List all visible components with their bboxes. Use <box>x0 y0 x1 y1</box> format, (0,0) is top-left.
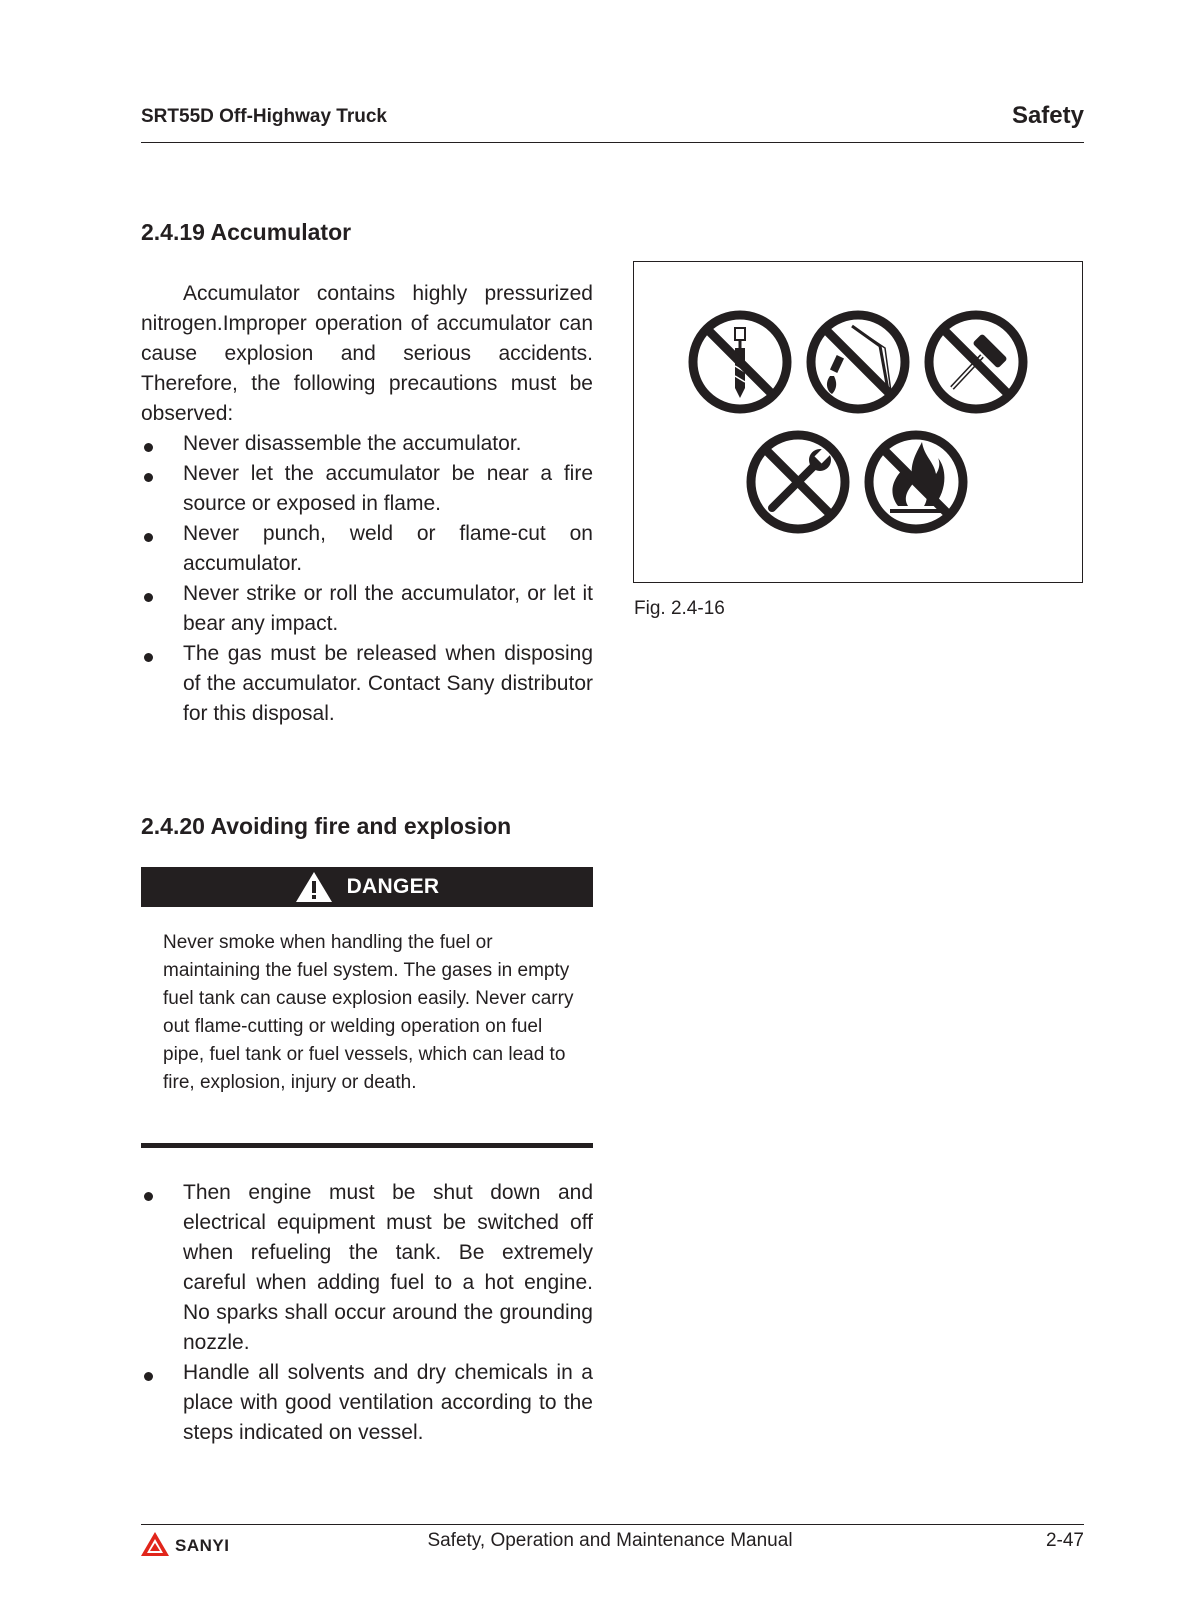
footer-divider <box>141 1524 1084 1525</box>
no-welding-icon <box>811 315 905 409</box>
sanyi-logo-icon <box>140 1531 170 1561</box>
prohibition-figure <box>633 261 1083 583</box>
no-hammering-icon <box>929 315 1023 409</box>
danger-message: Never smoke when handling the fuel or maintaining the fuel system. The gases in empty fuel tank can cause explosion easily. Never carry out flame-cutting or welding operation on fuel pipe, fuel tank or fuel vessels, which can lead to fire, explosion, injury or death. <box>163 932 574 1093</box>
list-item: Then engine must be shut down and electrical equipment must be switched off when refueling the tank. Be extremely careful when adding fuel to a hot engine. No sparks shall occur around the grounding nozzle. <box>141 1178 593 1358</box>
section-title: Safety <box>1011 102 1084 129</box>
fire-body <box>141 1178 593 1448</box>
danger-divider <box>141 1143 593 1148</box>
list-item: Never disassemble the accumulator. <box>141 429 593 459</box>
header-divider <box>141 142 1084 143</box>
no-open-flame-icon <box>869 435 963 529</box>
figure-caption: Fig. 2.4-16 <box>634 598 725 619</box>
fire-explosion-heading: 2.4.20 Avoiding fire and explosion <box>141 813 512 839</box>
list-item: Never punch, weld or flame-cut on accumulator. <box>141 519 593 579</box>
page-number: 2-47 <box>1045 1530 1084 1551</box>
accumulator-precautions-list <box>141 429 593 729</box>
sanyi-logo <box>140 1531 229 1561</box>
accumulator-heading: 2.4.19 Accumulator <box>141 219 352 245</box>
fire-precautions-list <box>141 1178 593 1448</box>
logo-wordmark: SANYI <box>175 1536 230 1555</box>
no-wrench-icon <box>751 435 845 529</box>
prohibition-signs <box>634 262 1082 582</box>
no-drilling-icon <box>693 315 787 409</box>
warning-triangle-icon <box>295 871 333 903</box>
accumulator-intro: Accumulator contains highly pressurized nitrogen.Improper operation of accumulator can cause explosion and serious accidents. Therefore, the following precautions must be observed: <box>141 282 593 425</box>
danger-banner <box>141 867 593 907</box>
danger-label: DANGER <box>346 875 440 898</box>
list-item: Never strike or roll the accumulator, or let it bear any impact. <box>141 579 593 639</box>
list-item: The gas must be released when disposing of the accumulator. Contact Sany distributor for this disposal. <box>141 639 593 729</box>
list-item: Handle all solvents and dry chemicals in a place with good ventilation according to the steps indicated on vessel. <box>141 1358 593 1448</box>
manual-title: Safety, Operation and Maintenance Manual <box>427 1530 793 1551</box>
accumulator-body <box>141 279 593 729</box>
document-title: SRT55D Off-Highway Truck <box>141 106 387 127</box>
list-item: Never let the accumulator be near a fire source or exposed in flame. <box>141 459 593 519</box>
